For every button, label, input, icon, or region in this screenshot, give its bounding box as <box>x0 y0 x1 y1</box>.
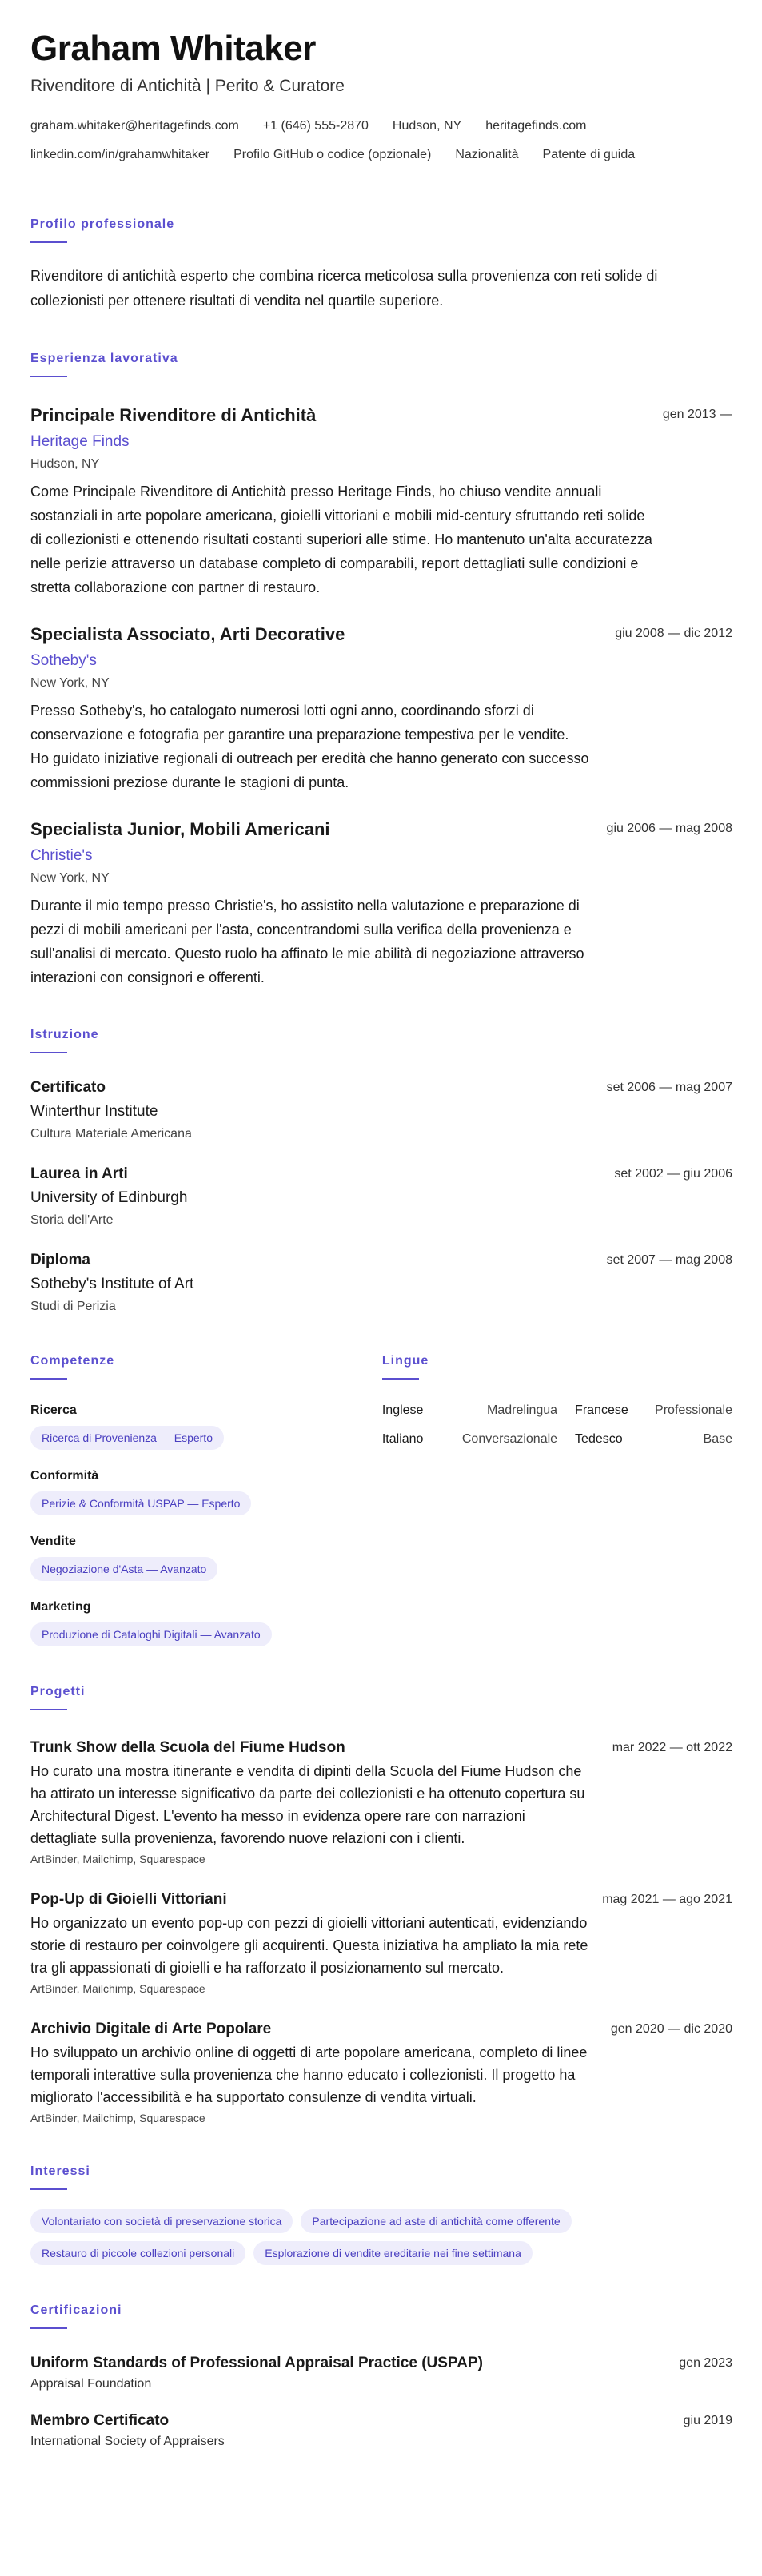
education-date: set 2002 — giu 2006 <box>614 1167 732 1181</box>
skill-group <box>30 1467 382 1515</box>
interests-section <box>30 2163 732 2265</box>
education-degree: Diploma <box>30 1252 90 1268</box>
job-entry <box>30 818 732 989</box>
certification-entry <box>30 2411 732 2451</box>
section-title-interests: Interessi <box>30 2164 90 2178</box>
candidate-name: Graham Whitaker <box>30 29 316 68</box>
education-field: Storia dell'Arte <box>30 1213 114 1227</box>
section-title-skills: Competenze <box>30 1354 115 1368</box>
skill-category: Vendite <box>30 1535 76 1548</box>
job-company: Sotheby's <box>30 652 97 669</box>
job-date: gen 2013 — <box>662 408 732 421</box>
section-title-profile: Profilo professionale <box>30 217 175 231</box>
project-title: Trunk Show della Scuola del Fiume Hudson <box>30 1739 345 1756</box>
job-description: Come Principale Rivenditore di Antichità presso Heritage Finds, ho chiuso vendite annuali sostanziali in arte popolare americana, gioielli vittoriani e mobili mid-century sfruttando reti solide di collezionisti e ottenendo risultati costanti superiori alle stime. Ho mantenuto un'alta accuratezza nelle perizie attraverso un database completo di comparabili, report dettagliati sulle condizioni e stretta collaborazione con partner di restauro. <box>30 484 652 595</box>
language-level: Madrelingua <box>486 1403 558 1417</box>
section-divider <box>30 1378 67 1380</box>
interest-chip: Esplorazione di vendite ereditarie nei fine settimana <box>253 2241 533 2265</box>
section-title-certifications: Certificazioni <box>30 2303 122 2317</box>
contact-linkedin[interactable]: linkedin.com/in/grahamwhitaker <box>30 148 210 161</box>
experience-section <box>30 350 732 989</box>
project-description: Ho curato una mostra itinerante e vendita di dipinti della Scuola del Fiume Hudson che ha attirato un interesse significativo da parte dei collezionisti e ha ottenuto copertura su Architectural Digest. L'evento ha messo in evidenza opere rare con narrazioni dettagliate sulla provenienza, favorendo nuove relazioni con i clienti. <box>30 1763 585 1846</box>
section-divider <box>30 2188 67 2190</box>
language-level: Base <box>703 1432 732 1446</box>
job-location: New York, NY <box>30 676 110 690</box>
section-divider <box>30 376 67 377</box>
section-divider <box>30 241 67 243</box>
project-title: Pop-Up di Gioielli Vittoriani <box>30 1891 227 1908</box>
section-divider <box>30 2327 67 2329</box>
job-location: New York, NY <box>30 871 110 885</box>
job-date: giu 2006 — mag 2008 <box>606 822 732 835</box>
project-tech: ArtBinder, Mailchimp, Squarespace <box>30 1982 205 1995</box>
education-section <box>30 1026 732 1316</box>
education-degree: Laurea in Arti <box>30 1165 128 1182</box>
job-description: Durante il mio tempo presso Christie's, ho assistito nella valutazione e preparazione di pezzi di mobili americani per l'asta, concentrandomi sulla verifica della provenienza e sull'analisi di mercato. Questo ruolo ha affinato le mie abilità di negoziazione attraverso interazioni con consignori e offerenti. <box>30 898 584 985</box>
project-title: Archivio Digitale di Arte Popolare <box>30 2021 272 2037</box>
skill-chip: Negoziazione d'Asta — Avanzato <box>30 1557 217 1581</box>
contact-email[interactable]: graham.whitaker@heritagefinds.com <box>30 119 239 133</box>
skill-category: Ricerca <box>30 1403 77 1417</box>
section-title-projects: Progetti <box>30 1685 86 1698</box>
certification-name: Uniform Standards of Professional Appraisal Practice (USPAP) <box>30 2355 483 2371</box>
education-school: Winterthur Institute <box>30 1103 158 1120</box>
skill-group <box>30 1533 382 1581</box>
contact-website[interactable]: heritagefinds.com <box>485 119 587 133</box>
contact-driving-license: Patente di guida <box>542 148 636 161</box>
project-date: gen 2020 — dic 2020 <box>610 2022 732 2036</box>
skill-group <box>30 1599 382 1646</box>
job-company: Heritage Finds <box>30 433 130 450</box>
interest-list <box>30 2209 732 2265</box>
education-date: set 2007 — mag 2008 <box>606 1253 732 1267</box>
resume-header <box>30 27 732 168</box>
certification-issuer: International Society of Appraisers <box>30 2435 225 2448</box>
project-entry <box>30 1889 732 1997</box>
project-date: mar 2022 — ott 2022 <box>612 1741 732 1754</box>
job-company: Christie's <box>30 847 93 864</box>
section-divider <box>30 1709 67 1710</box>
section-title-languages: Lingue <box>381 1354 429 1368</box>
project-description: Ho organizzato un evento pop-up con pezzi di gioielli vittoriani autenticati, evidenziando storie di restauro per coinvolgere gli acquirenti. Questa iniziativa ha ampliato la mia rete tra gli appassionati di gioielli e ha rafforzato il posizionamento sul mercato. <box>30 1915 588 1976</box>
contact-phone[interactable]: +1 (646) 555-2870 <box>262 119 369 133</box>
project-tech: ArtBinder, Mailchimp, Squarespace <box>30 2112 205 2124</box>
headline: Rivenditore di Antichità | Perito & Curatore <box>30 77 345 95</box>
skills-section <box>30 1352 382 1646</box>
skill-chip: Perizie & Conformità USPAP — Esperto <box>30 1491 251 1515</box>
education-entry <box>30 1250 732 1316</box>
section-divider <box>382 1378 419 1380</box>
contact-list <box>30 113 732 168</box>
project-date: mag 2021 — ago 2021 <box>602 1893 732 1906</box>
contact-github[interactable]: Profilo GitHub o codice (opzionale) <box>233 148 432 161</box>
education-field: Cultura Materiale Americana <box>30 1127 192 1141</box>
contact-location: Hudson, NY <box>392 119 462 133</box>
interest-chip: Restauro di piccole collezioni personali <box>30 2241 245 2265</box>
education-degree: Certificato <box>30 1079 106 1096</box>
certification-issuer: Appraisal Foundation <box>30 2377 152 2391</box>
skill-group <box>30 1402 382 1450</box>
language-level: Conversazionale <box>461 1432 558 1446</box>
job-location: Hudson, NY <box>30 457 100 471</box>
project-tech: ArtBinder, Mailchimp, Squarespace <box>30 1853 205 1865</box>
interest-chip: Partecipazione ad aste di antichità come offerente <box>301 2209 571 2233</box>
job-description: Presso Sotheby's, ho catalogato numerosi lotti ogni anno, coordinando sforzi di conservazione e fotografia per garantire una preparazione tempestiva per le vendite. Ho guidato iniziative regionali di outreach per eredità che hanno generato con successo commissioni preziose durante le stagioni di punta. <box>30 703 589 790</box>
education-school: University of Edinburgh <box>30 1189 188 1206</box>
skill-category: Conformità <box>30 1469 99 1483</box>
education-field: Studi di Perizia <box>30 1300 116 1313</box>
section-title-education: Istruzione <box>30 1028 99 1041</box>
section-divider <box>30 1052 67 1053</box>
contact-nationality: Nazionalità <box>455 148 519 161</box>
profile-summary: Rivenditore di antichità esperto che combina ricerca meticolosa sulla provenienza con reti solide di collezionisti per ottenere risultati di vendita nel quartile superiore. <box>30 268 658 309</box>
education-date: set 2006 — mag 2007 <box>606 1081 732 1094</box>
certification-date: gen 2023 <box>679 2356 732 2370</box>
certification-entry <box>30 2353 732 2393</box>
language-name: Tedesco <box>575 1432 623 1446</box>
job-title: Principale Rivenditore di Antichità <box>30 405 317 425</box>
projects-section <box>30 1683 732 2126</box>
certification-name: Membro Certificato <box>30 2412 170 2429</box>
skill-chip: Produzione di Cataloghi Digitali — Avanzato <box>30 1622 272 1646</box>
languages-section <box>382 1352 732 1646</box>
job-title: Specialista Associato, Arti Decorative <box>30 624 345 644</box>
language-list <box>382 1402 732 1448</box>
project-entry <box>30 1738 732 1867</box>
language-name: Italiano <box>381 1432 424 1446</box>
language-name: Francese <box>575 1403 628 1417</box>
skills-languages-row <box>30 1352 732 1646</box>
job-date: giu 2008 — dic 2012 <box>615 627 732 640</box>
certifications-section <box>30 2302 732 2451</box>
job-entry <box>30 404 732 599</box>
education-entry <box>30 1077 732 1143</box>
profile-section <box>30 216 732 313</box>
education-school: Sotheby's Institute of Art <box>30 1276 194 1292</box>
interest-chip: Volontariato con società di preservazione storica <box>30 2209 293 2233</box>
language-name: Inglese <box>381 1403 424 1417</box>
certification-date: giu 2019 <box>683 2414 732 2427</box>
project-description: Ho sviluppato un archivio online di oggetti di arte popolare americana, completo di linee temporali interattive sulla provenienza che hanno educato i collezionisti. Il progetto ha migliorato l'accessibilità e ha supportato consulenze di vendita virtuali. <box>30 2044 588 2105</box>
skill-category: Marketing <box>30 1600 91 1614</box>
project-entry <box>30 2019 732 2126</box>
section-title-experience: Esperienza lavorativa <box>30 352 178 365</box>
skill-chip: Ricerca di Provenienza — Esperto <box>30 1426 224 1450</box>
job-title: Specialista Junior, Mobili Americani <box>30 819 330 839</box>
education-entry <box>30 1164 732 1229</box>
language-level: Professionale <box>655 1403 732 1417</box>
job-entry <box>30 623 732 794</box>
